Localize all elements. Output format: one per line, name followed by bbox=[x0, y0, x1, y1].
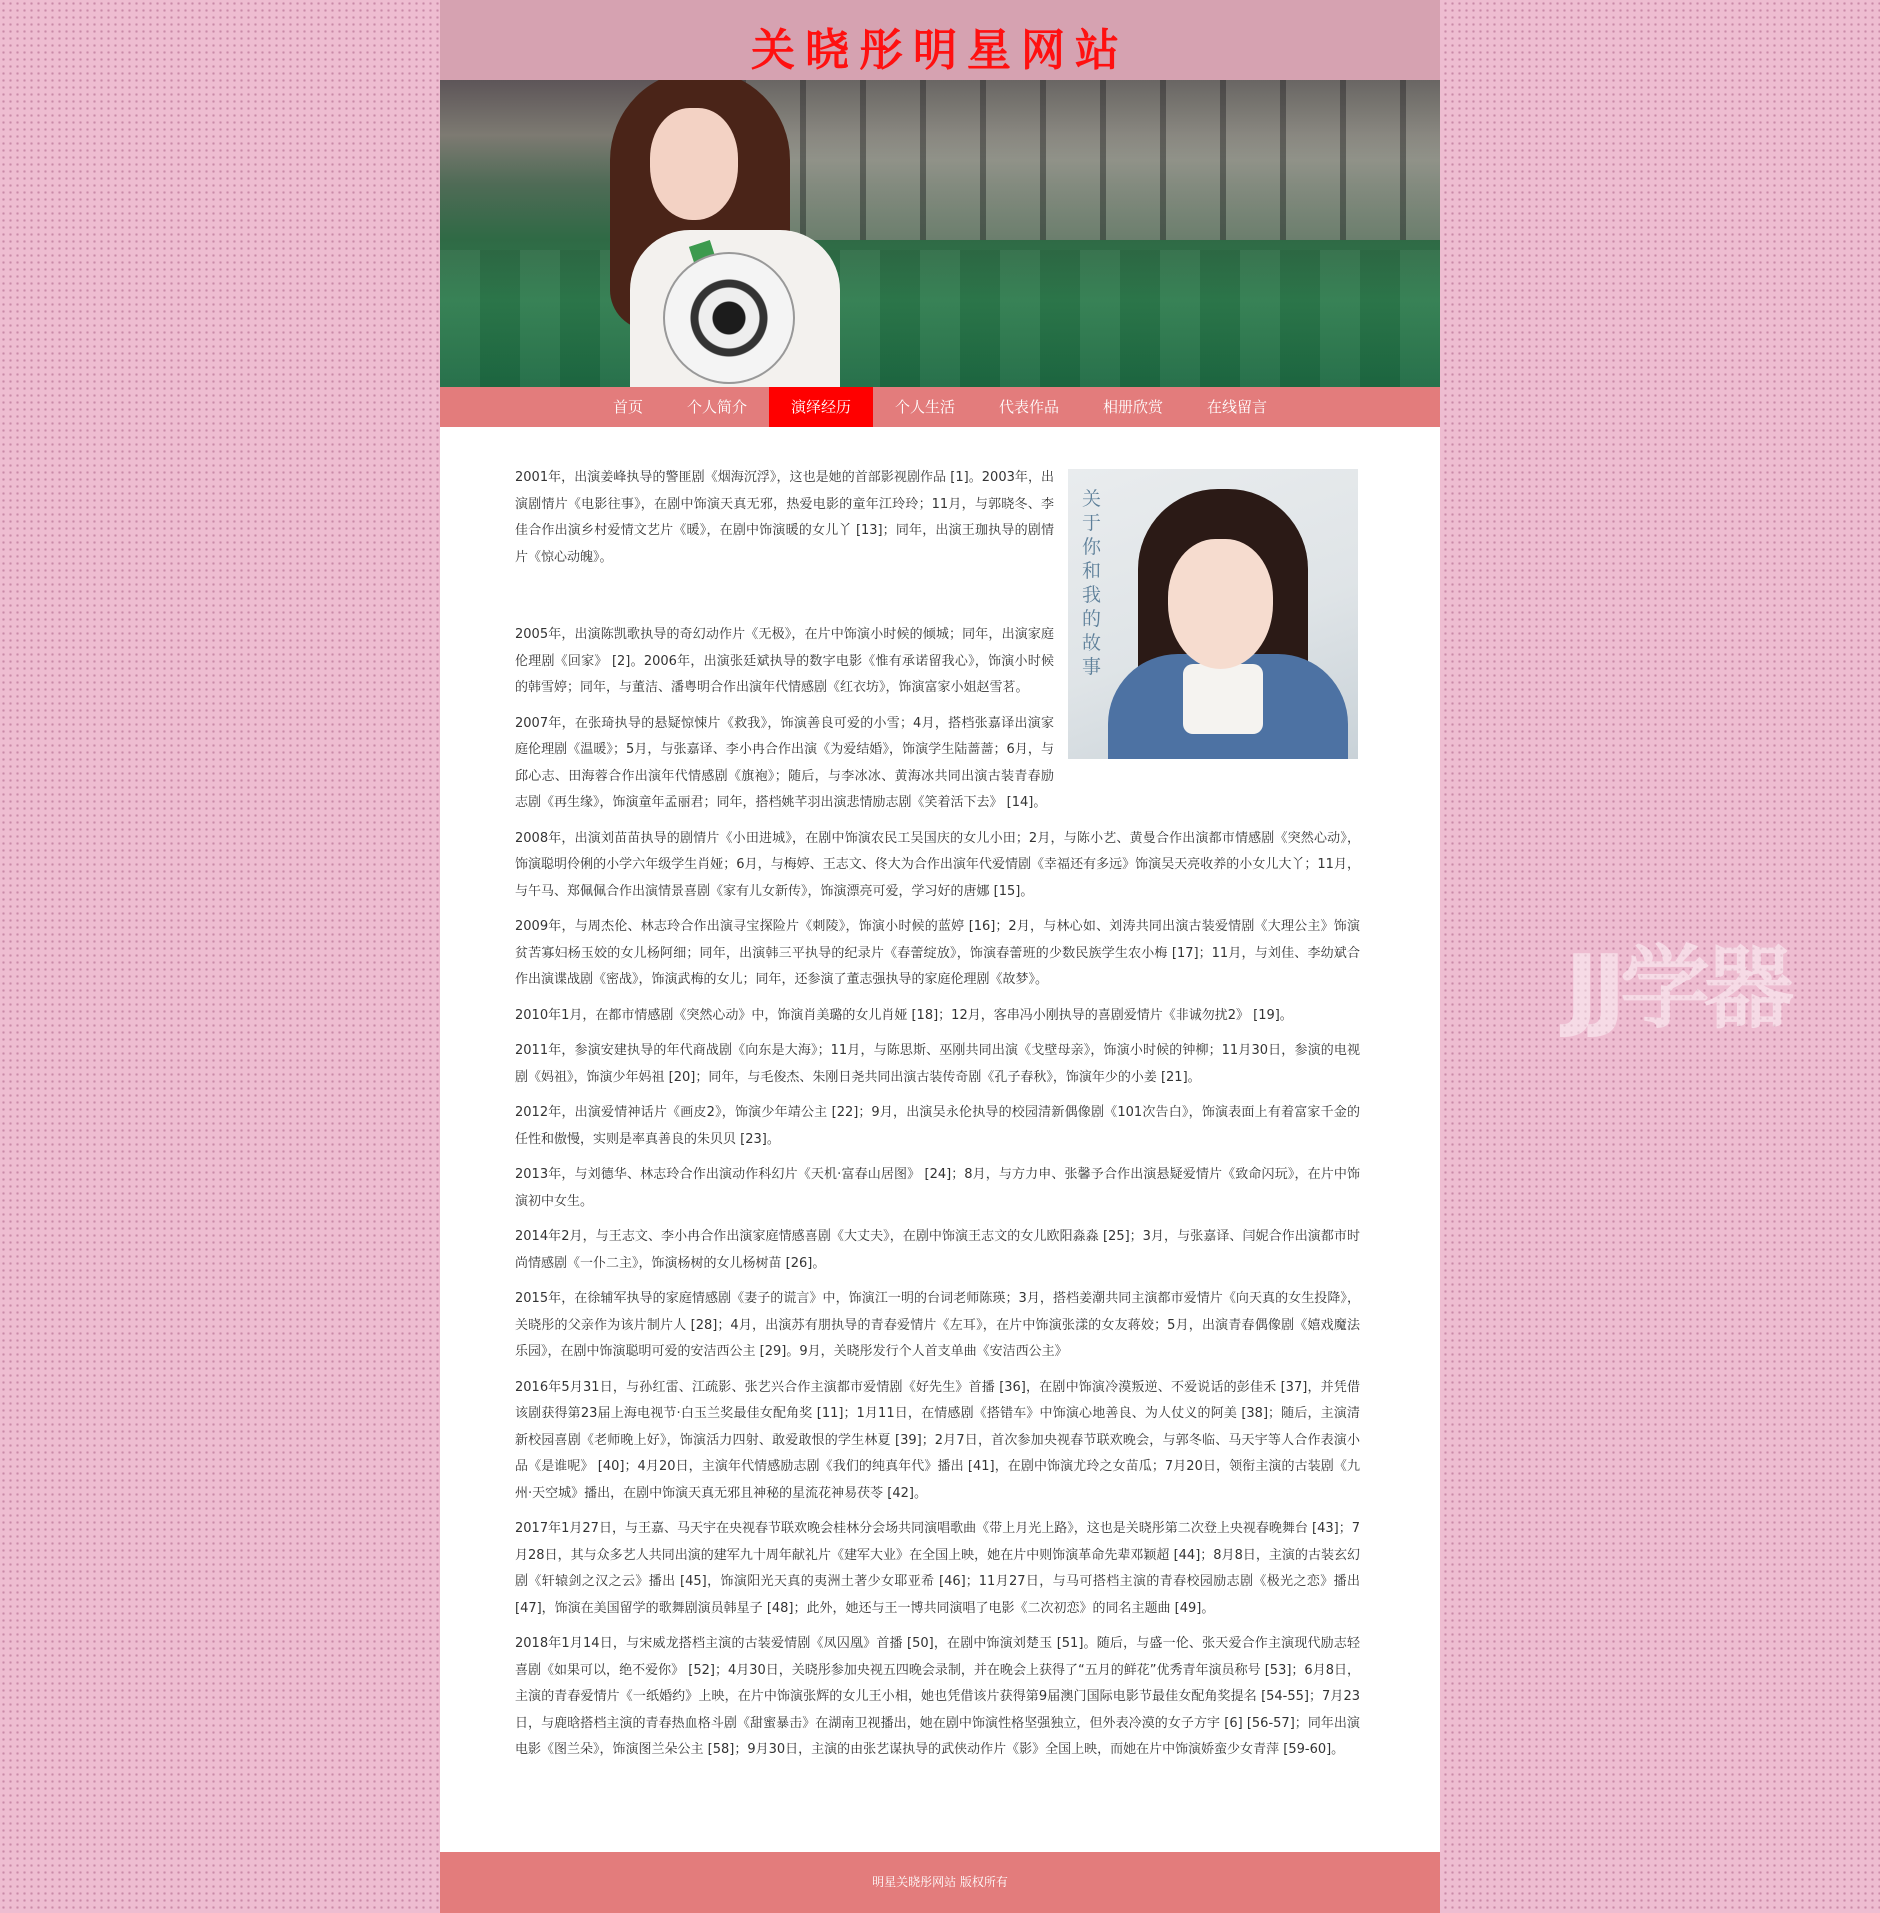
paragraph: 2009年，与周杰伦、林志玲合作出演寻宝探险片《刺陵》，饰演小时候的蓝婷 [16]；2月，与林心如、刘涛共同出演古装爱情剧《大理公主》饰演贫苦寡妇杨玉姣的女儿杨阿细；同年，出演韩三平执导的纪录片《春蕾绽放》，饰演春蕾班的少数民族学生农小梅 [17]；11月，与刘佳、李幼斌合作出演谍战剧《密战》，饰演武梅的女儿；同年，还参演了董志强执导的家庭伦理剧《故梦》。 bbox=[515, 919, 1360, 987]
portrait-caption: 关于你和我的故事 bbox=[1082, 488, 1102, 678]
nav-profile[interactable]: 个人简介 bbox=[686, 398, 747, 416]
nav-career[interactable]: 演绎经历 bbox=[769, 387, 873, 427]
page-container bbox=[440, 0, 1440, 1913]
paragraph: 2014年2月，与王志文、李小冉合作出演家庭情感喜剧《大丈夫》，在剧中饰演王志文的女儿欧阳淼淼 [25]；3月，与张嘉译、闫妮合作出演都市时尚情感剧《一仆二主》，饰演杨树的女儿杨树苗 [26]。 bbox=[515, 1229, 1360, 1271]
paragraph: 2016年5月31日，与孙红雷、江疏影、张艺兴合作主演都市爱情剧《好先生》首播 [36]，在剧中饰演冷漠叛逆、不爱说话的彭佳禾 [37]，并凭借该剧获得第23届上海电视节·白玉兰奖最佳女配角奖 [11]；1月11日，在情感剧《搭错车》中饰演心地善良、为人仗义的阿美 [38]；随后，主演清新校园喜剧《老师晚上好》，饰演活力四射、敢爱敢恨的学生林夏 [39]；2月7日，首次参加央视春节联欢晚会，与郭冬临、马天宇等人合作表演小品《是谁呢》 [40]；4月20日，主演年代情感励志剧《我们的纯真年代》播出 [41]，在剧中饰演尤玲之女苗瓜；7月20日，领衔主演的古装剧《九州·天空城》播出，在剧中饰演天真无邪且神秘的星流花神易茯苓 [42]。 bbox=[515, 1379, 1360, 1501]
paragraph: 2015年，在徐辅军执导的家庭情感剧《妻子的谎言》中，饰演江一明的台词老师陈瑛；3月，搭档姜潮共同主演都市爱情片《向天真的女生投降》，关晓彤的父亲作为该片制片人 [28]；4月，出演苏有朋执导的青春爱情片《左耳》，在片中饰演张漾的女友蒋姣；5月，出演青春偶像剧《嬉戏魔法乐园》，在剧中饰演聪明可爱的安洁西公主 [29]。9月，关晓彤发行个人首支单曲《安洁西公主》 bbox=[515, 1291, 1360, 1359]
portrait-collar bbox=[1183, 664, 1263, 734]
paragraph: 2013年，与刘德华、林志玲合作出演动作科幻片《天机·富春山居图》 [24]；8月，与方力申、张馨予合作出演悬疑爱情片《致命闪玩》，在片中饰演初中女生。 bbox=[515, 1167, 1360, 1209]
paragraph: 2001年，出演姜峰执导的警匪剧《烟海沉浮》，这也是她的首部影视剧作品 [1]。2003年，出演剧情片《电影往事》，在剧中饰演天真无邪，热爱电影的童年江玲玲；11月，与郭晓冬、李佳合作出演乡村爱情文艺片《暖》，在剧中饰演暖的女儿丫 [13]；同年，出演王珈执导的剧情片《惊心动魄》。 bbox=[515, 470, 1054, 565]
soccer-ball bbox=[663, 252, 795, 384]
nav-gallery[interactable]: 相册欣赏 bbox=[1103, 398, 1164, 416]
banner-person bbox=[590, 80, 850, 387]
paragraph: 2011年，参演安建执导的年代商战剧《向东是大海》；11月，与陈思斯、巫刚共同出演《戈壁母亲》，饰演小时候的钟柳；11月30日，参演的电视剧《妈祖》，饰演少年妈祖 [20]；同年，与毛俊杰、朱刚日尧共同出演古装传奇剧《孔子春秋》，饰演年少的小姜 [21]。 bbox=[515, 1043, 1360, 1085]
paragraph: 2008年，出演刘苗苗执导的剧情片《小田进城》，在剧中饰演农民工吴国庆的女儿小田；2月，与陈小艺、黄曼合作出演都市情感剧《突然心动》，饰演聪明伶俐的小学六年级学生肖娅；6月，与梅婷、王志文、佟大为合作出演年代爱情剧《幸福还有多远》饰演吴天亮收养的小女儿大丫；11月，与午马、郑佩佩合作出演情景喜剧《家有儿女新传》，饰演漂亮可爱，学习好的唐娜 [15]。 bbox=[515, 830, 1360, 899]
site-footer: 明星关晓彤网站 版权所有 bbox=[440, 1852, 1440, 1913]
site-header bbox=[440, 0, 1440, 80]
paragraph: 2018年1月14日，与宋威龙搭档主演的古装爱情剧《凤囚凰》首播 [50]，在剧中饰演刘楚玉 [51]。随后，与盛一伦、张天爱合作主演现代励志轻喜剧《如果可以，绝不爱你》 [52]；4月30日，关晓彤参加央视五四晚会录制，并在晚会上获得了“五月的鲜花”优秀青年演员称号 [53]；6月8日，主演的青春爱情片《一纸婚约》上映，在片中饰演张辉的女儿王小相，她也凭借该片获得第9届澳门国际电影节最佳女配角奖提名 [54-55]；7月23日，与鹿晗搭档主演的青春热血格斗剧《甜蜜暴击》在湖南卫视播出，她在剧中饰演性格坚强独立，但外表冷漠的女子方宇 [6] [56-57]；同年出演电影《图兰朵》，饰演图兰朵公主 [58]；9月30日，主演的由张艺谋执导的武侠动作片《影》全国上映，而她在片中饰演娇蛮少女青萍 [59-60]。 bbox=[515, 1636, 1360, 1757]
nav-message[interactable]: 在线留言 bbox=[1207, 398, 1268, 416]
site-title: 关晓彤明星网站 bbox=[751, 25, 1129, 76]
paragraph: 2017年1月27日，与王嘉、马天宇在央视春节联欢晚会桂林分会场共同演唱歌曲《带上月光上路》，这也是关晓彤第二次登上央视春晚舞台 [43]；7月28日，其与众多艺人共同出演的建军九十周年献礼片《建军大业》在全国上映，她在片中则饰演革命先辈邓颖超 [44]；8月8日，主演的古装玄幻剧《轩辕剑之汉之云》播出 [45]，饰演阳光天真的夷洲土著少女耶亚希 [46]；11月27日，与马可搭档主演的青春校园励志剧《极光之恋》播出 [47]，饰演在美国留学的歌舞剧演员韩星子 [48]；此外，她还与王一博共同演唱了电影《二次初恋》的同名主题曲 [49]。 bbox=[515, 1521, 1360, 1616]
portrait-image bbox=[1068, 469, 1358, 759]
banner-image bbox=[440, 80, 1440, 387]
watermark: JJ学器 bbox=[1565, 936, 1788, 1041]
paragraph: 2012年，出演爱情神话片《画皮2》，饰演少年靖公主 [22]；9月，出演吴永伦执导的校园清新偶像剧《101次告白》，饰演表面上有着富家千金的任性和傲慢，实则是率真善良的朱贝贝 [23]。 bbox=[515, 1105, 1360, 1147]
paragraph: 2007年，在张琦执导的悬疑惊悚片《救我》，饰演善良可爱的小雪；4月，搭档张嘉译出演家庭伦理剧《温暖》；5月，与张嘉译、李小冉合作出演《为爱结婚》，饰演学生陆蔷蔷；6月，与邱心志、田海蓉合作出演年代情感剧《旗袍》；随后，与李冰冰、黄海冰共同出演古装青春励志剧《再生缘》，饰演童年孟丽君；同年，搭档姚芊羽出演悲情励志剧《笑着活下去》 [14]。 bbox=[515, 715, 1054, 810]
portrait-face bbox=[1168, 539, 1273, 669]
article-content bbox=[440, 427, 1440, 1764]
banner-face bbox=[650, 108, 738, 220]
paragraph: 2005年，出演陈凯歌执导的奇幻动作片《无极》，在片中饰演小时候的倾城；同年，出演家庭伦理剧《回家》 [2]。2006年，出演张廷斌执导的数字电影《惟有承诺留我心》，饰演小时候的韩雪婷；同年，与董洁、潘粤明合作出演年代情感剧《红衣坊》，饰演富家小姐赵雪茗。 bbox=[515, 627, 1054, 695]
paragraph: 2010年1月，在都市情感剧《突然心动》中，饰演肖美璐的女儿肖娅 [18]；12月，客串冯小刚执导的喜剧爱情片《非诚勿扰2》 [19]。 bbox=[515, 1007, 1293, 1023]
nav-home[interactable]: 首页 bbox=[612, 398, 643, 416]
main-nav bbox=[440, 387, 1440, 427]
nav-personal-life[interactable]: 个人生活 bbox=[894, 398, 955, 416]
nav-works[interactable]: 代表作品 bbox=[999, 398, 1060, 416]
